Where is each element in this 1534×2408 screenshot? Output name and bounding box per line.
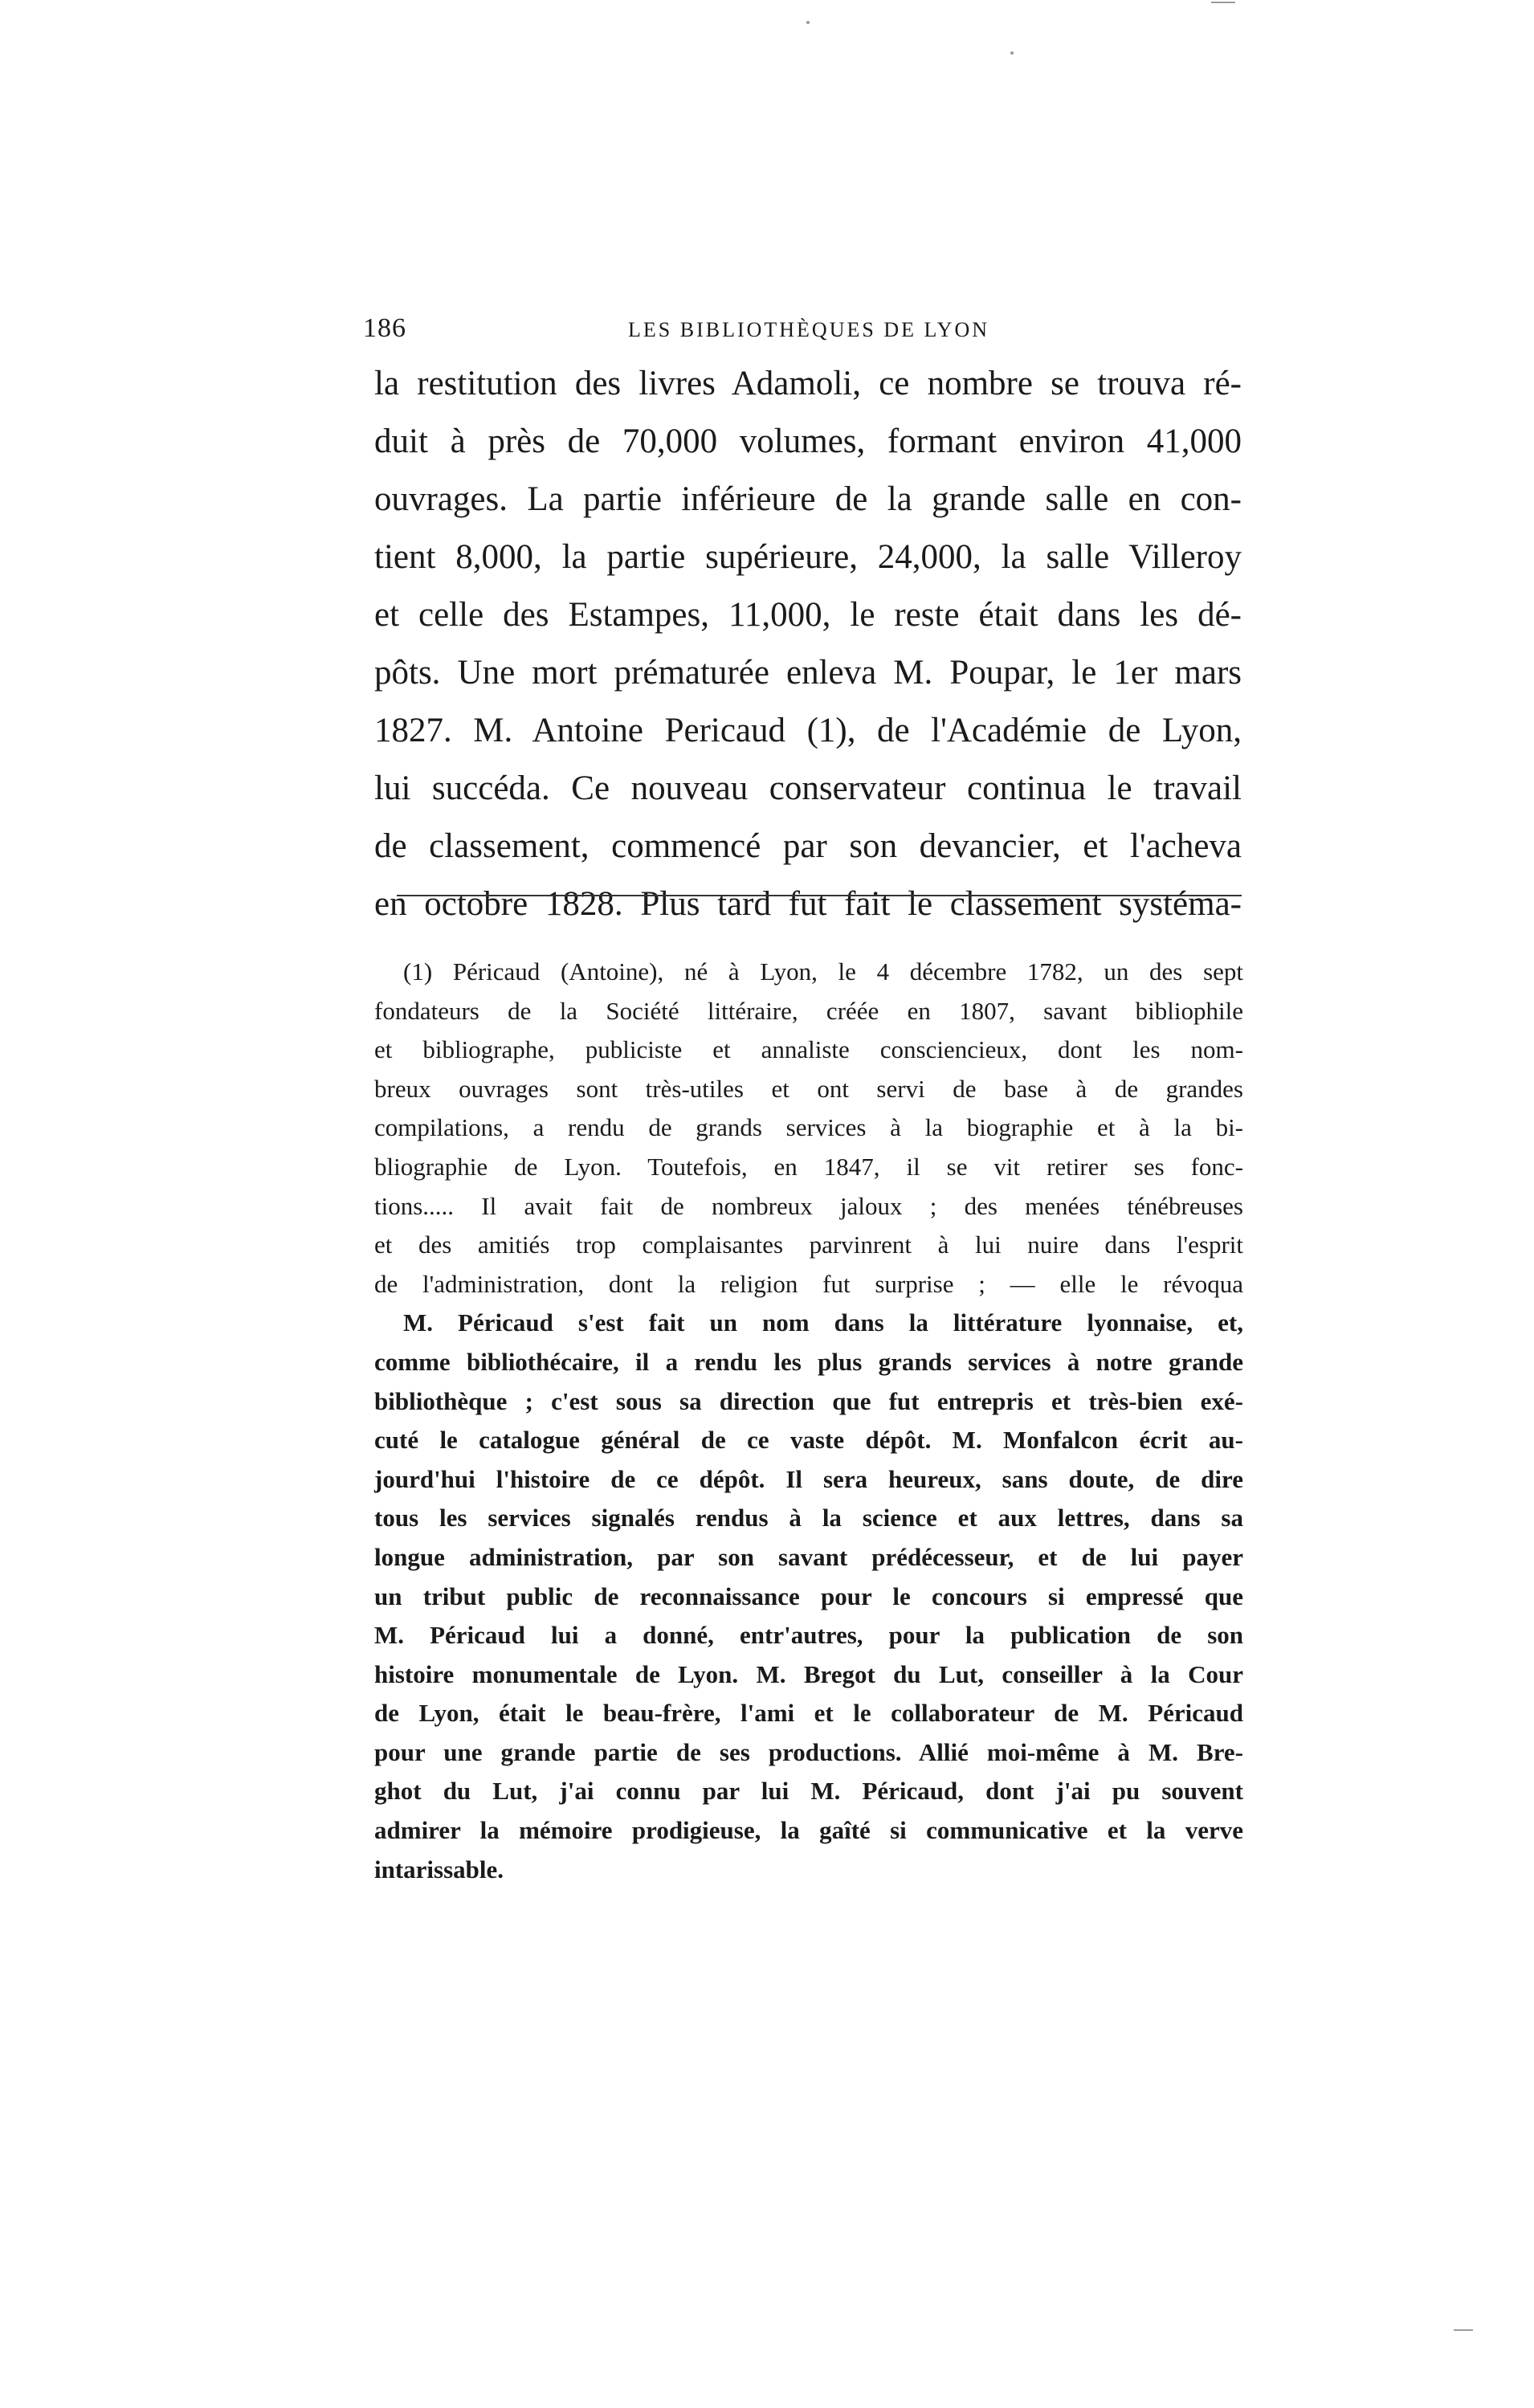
scan-speck — [1454, 2329, 1473, 2331]
text-line: duit à près de 70,000 volumes, formant environ 41,000 — [374, 422, 1242, 460]
footnote-line: M. Péricaud s'est fait un nom dans la littérature lyonnaise, et, — [403, 1308, 1243, 1337]
footnote-line: de Lyon, était le beau-frère, l'ami et le collaborateur de M. Péricaud — [374, 1699, 1243, 1728]
footnote-line: compilations, a rendu de grands services à la biographie et à la bi- — [374, 1113, 1243, 1142]
text-line: de classement, commencé par son devancier, et l'acheva — [374, 827, 1242, 865]
footnote-line: M. Péricaud lui a donné, entr'autres, pour la publication de son — [374, 1621, 1243, 1650]
footnote-line: pour une grande partie de ses productions. Allié moi-même à M. Bre- — [374, 1737, 1243, 1766]
text-line: 1827. M. Antoine Pericaud (1), de l'Académie de Lyon, — [374, 712, 1242, 749]
running-title: LES BIBLIOTHÈQUES DE LYON — [628, 318, 990, 341]
text-line: tient 8,000, la partie supérieure, 24,000, la salle Villeroy — [374, 538, 1242, 576]
text-line: lui succéda. Ce nouveau conservateur continua le travail — [374, 769, 1242, 807]
footnote-line: comme bibliothécaire, il a rendu les plus grands services à notre grande — [374, 1347, 1243, 1376]
footnote-line: de l'administration, dont la religion fut surprise ; — elle le révoqua — [374, 1269, 1243, 1298]
footnote-line: cuté le catalogue général de ce vaste dépôt. M. Monfalcon écrit au- — [374, 1426, 1243, 1455]
footnote-line: breux ouvrages sont très-utiles et ont servi de base à de grandes — [374, 1074, 1243, 1103]
footnote-line: histoire monumentale de Lyon. M. Bregot du Lut, conseiller à la Cour — [374, 1659, 1243, 1688]
footnote-line: un tribut public de reconnaissance pour le concours si empressé que — [374, 1582, 1243, 1610]
footnote-line: (1) Péricaud (Antoine), né à Lyon, le 4 décembre 1782, un des sept — [403, 957, 1243, 986]
footnote-line: tions..... Il avait fait de nombreux jaloux ; des menées ténébreuses — [374, 1191, 1243, 1220]
text-line: en octobre 1828. Plus tard fut fait le classement systéma- — [374, 885, 1242, 923]
main-text — [374, 355, 1242, 933]
footnote-line: tous les services signalés rendus à la science et aux lettres, dans sa — [374, 1504, 1243, 1533]
scan-speck — [1211, 2, 1235, 3]
page-number: 186 — [363, 313, 406, 343]
scan-speck — [806, 21, 810, 24]
text-line: ouvrages. La partie inférieure de la grande salle en con- — [374, 480, 1242, 518]
text-line: pôts. Une mort prématurée enleva M. Poupar, le 1er mars — [374, 654, 1242, 692]
footnote-separator — [397, 895, 1242, 896]
scan-speck — [1010, 51, 1014, 55]
footnote-line: ghot du Lut, j'ai connu par lui M. Péricaud, dont j'ai pu souvent — [374, 1777, 1243, 1806]
footnote — [374, 953, 1243, 1889]
footnote-line: admirer la mémoire prodigieuse, la gaîté si communicative et la verve — [374, 1816, 1243, 1845]
footnote-line: intarissable. — [374, 1855, 504, 1884]
footnote-line: jourd'hui l'histoire de ce dépôt. Il sera heureux, sans doute, de dire — [374, 1464, 1243, 1493]
page-header — [363, 313, 1279, 353]
footnote-line: fondateurs de la Société littéraire, créée en 1807, savant bibliophile — [374, 996, 1243, 1025]
footnote-line: longue administration, par son savant prédécesseur, et de lui payer — [374, 1542, 1243, 1571]
footnote-line: et des amitiés trop complaisantes parvinrent à lui nuire dans l'esprit — [374, 1231, 1243, 1259]
text-line: et celle des Estampes, 11,000, le reste était dans les dé- — [374, 596, 1242, 634]
footnote-line: bliographie de Lyon. Toutefois, en 1847, il se vit retirer ses fonc- — [374, 1152, 1243, 1181]
footnote-line: bibliothèque ; c'est sous sa direction que fut entrepris et très-bien exé- — [374, 1386, 1243, 1415]
text-line: la restitution des livres Adamoli, ce nombre se trouva ré- — [374, 365, 1242, 402]
footnote-line: et bibliographe, publiciste et annaliste consciencieux, dont les nom- — [374, 1035, 1243, 1064]
